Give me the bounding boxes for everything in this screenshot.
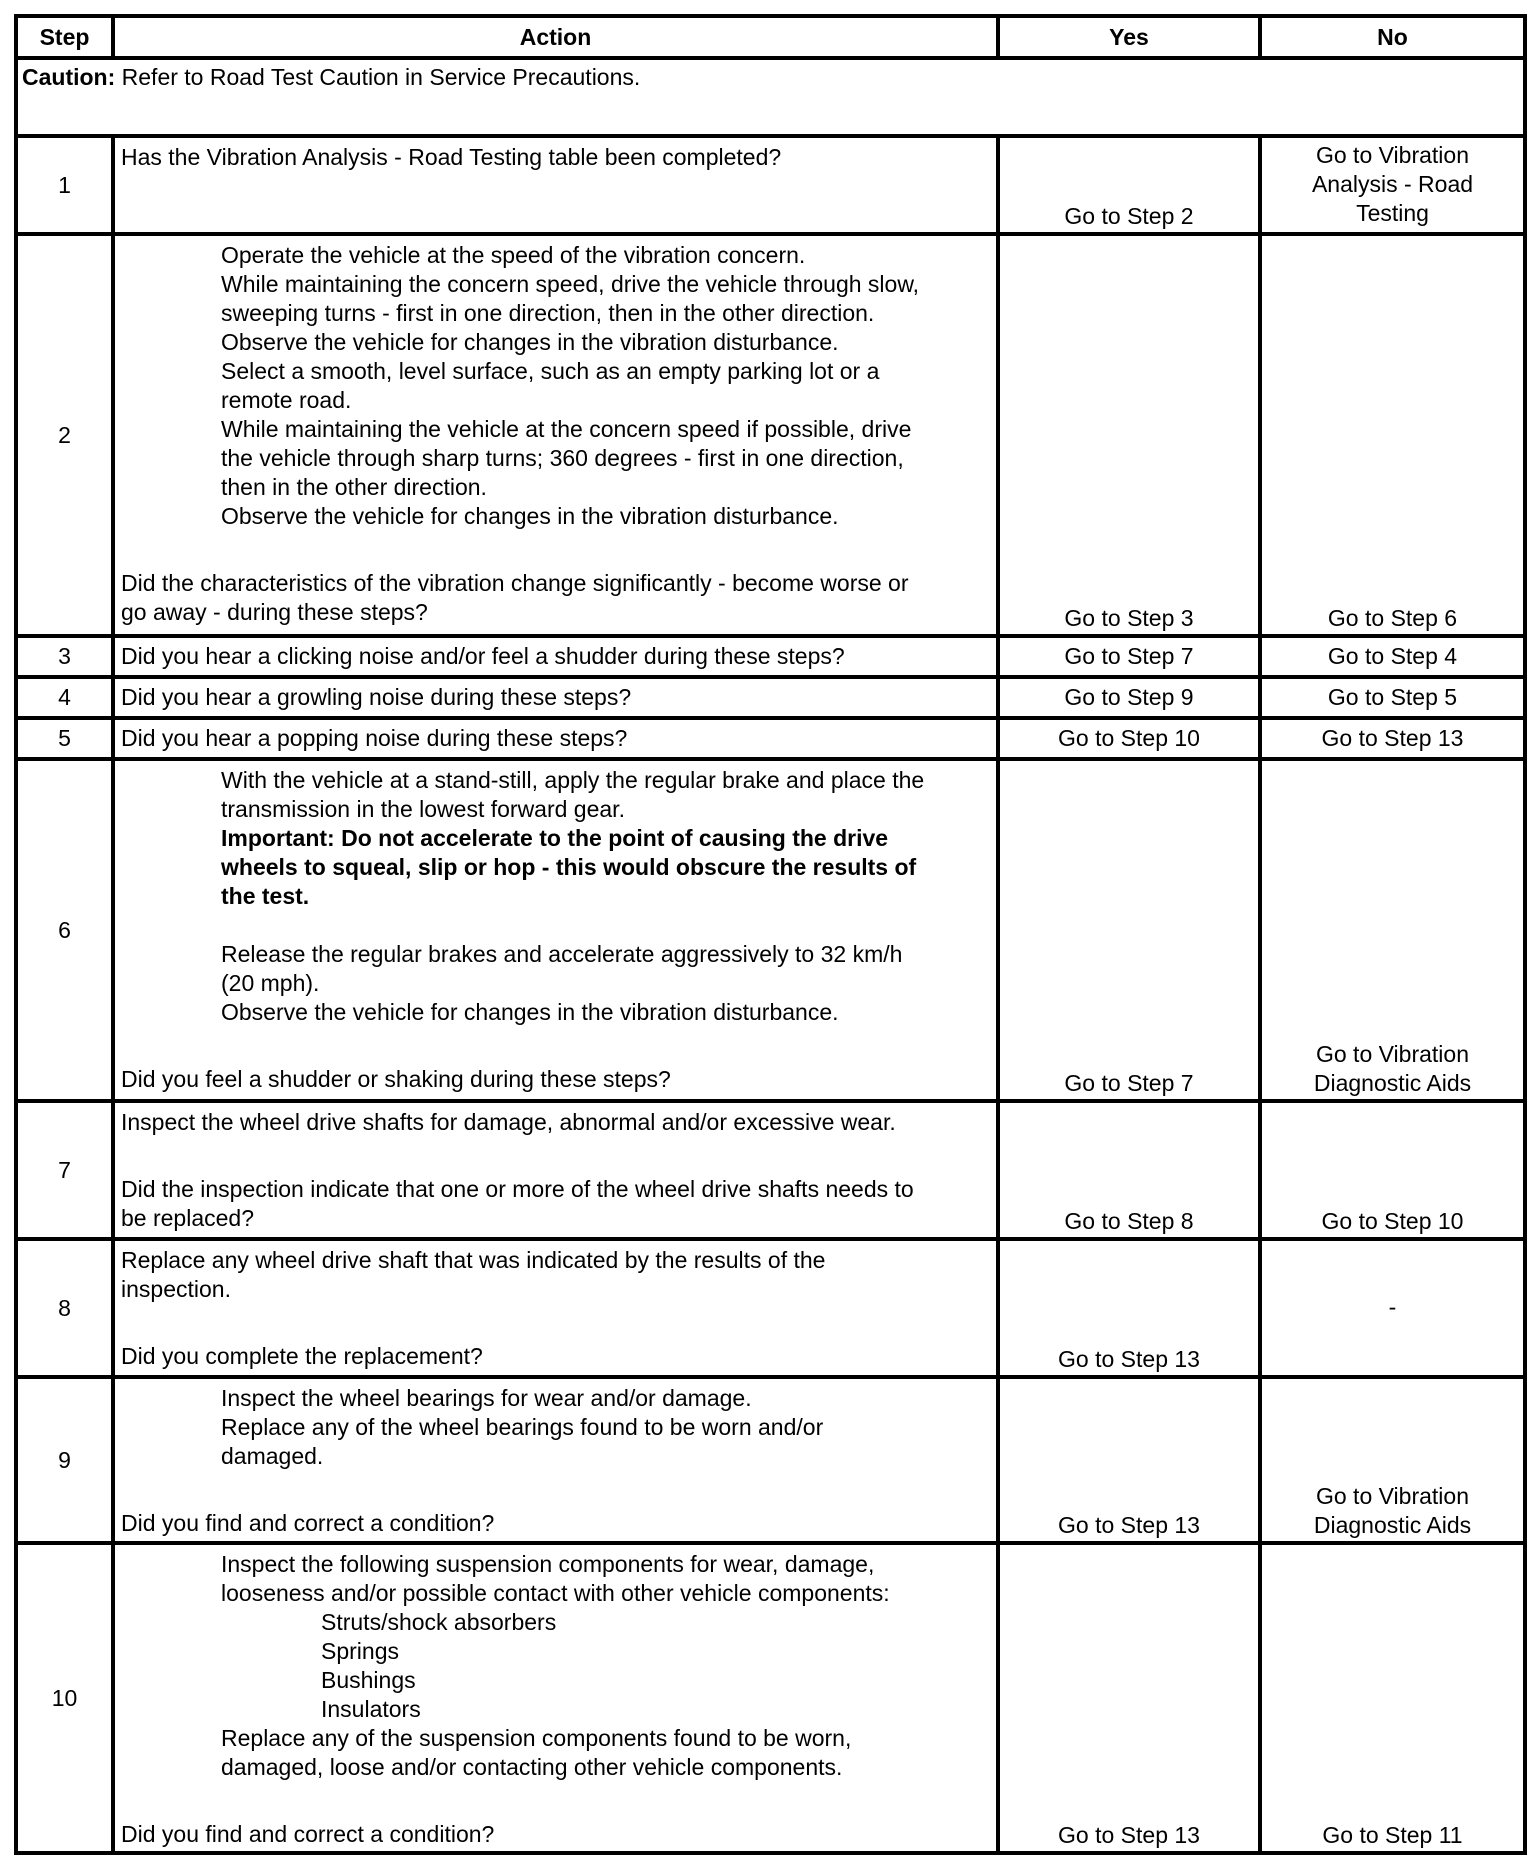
action-line: transmission in the lowest forward gear. bbox=[221, 796, 625, 822]
action-line: Replace any of the wheel bearings found to be worn and/or bbox=[221, 1414, 824, 1440]
table-row bbox=[16, 234, 1525, 636]
no-line: Go to Vibration bbox=[1315, 1041, 1469, 1067]
no-cell: Go to Step 10 bbox=[1260, 1101, 1525, 1239]
action-line: (20 mph). bbox=[221, 970, 320, 996]
action-line: Did the inspection indicate that one or more of the wheel drive shafts needs to bbox=[121, 1176, 914, 1202]
no-line: Analysis - Road bbox=[1311, 171, 1474, 197]
caution-label: Caution: bbox=[22, 64, 116, 90]
action-line: then in the other direction. bbox=[221, 474, 487, 500]
action-cell bbox=[113, 1377, 998, 1543]
step-number: 8 bbox=[16, 1239, 113, 1377]
header-row bbox=[16, 16, 1525, 58]
yes-cell: Go to Step 2 bbox=[998, 136, 1260, 234]
table-row bbox=[16, 759, 1525, 1101]
action-cell bbox=[113, 136, 998, 234]
action-line: Did the characteristics of the vibration change significantly - become worse or bbox=[121, 570, 909, 596]
action-line: Did you feel a shudder or shaking during these steps? bbox=[121, 1066, 671, 1092]
action-cell bbox=[113, 1101, 998, 1239]
step-number: 4 bbox=[16, 677, 113, 718]
component-item: Springs bbox=[321, 1638, 399, 1664]
table-row bbox=[16, 136, 1525, 234]
header-yes: Yes bbox=[998, 16, 1260, 58]
step-number: 1 bbox=[16, 136, 113, 234]
action-line: Inspect the wheel drive shafts for damage, abnormal and/or excessive wear. bbox=[121, 1109, 896, 1135]
step-number: 3 bbox=[16, 636, 113, 677]
component-item: Bushings bbox=[321, 1667, 416, 1693]
action-line: While maintaining the concern speed, drive the vehicle through slow, bbox=[221, 271, 920, 297]
action-line: damaged, loose and/or contacting other vehicle components. bbox=[221, 1754, 843, 1780]
yes-cell: Go to Step 7 bbox=[998, 636, 1260, 677]
table-row bbox=[16, 677, 1525, 718]
action-line: Observe the vehicle for changes in the vibration disturbance. bbox=[221, 329, 839, 355]
no-cell bbox=[1260, 136, 1525, 234]
action-line: Did you hear a clicking noise and/or feel a shudder during these steps? bbox=[121, 643, 845, 669]
action-line: Did you hear a growling noise during these steps? bbox=[121, 684, 632, 710]
action-cell bbox=[113, 718, 998, 759]
yes-cell: Go to Step 8 bbox=[998, 1101, 1260, 1239]
action-line: Release the regular brakes and accelerate aggressively to 32 km/h bbox=[221, 941, 903, 967]
action-line: Has the Vibration Analysis - Road Testing table been completed? bbox=[121, 144, 782, 170]
yes-cell: Go to Step 3 bbox=[998, 234, 1260, 636]
action-line: the vehicle through sharp turns; 360 degrees - first in one direction, bbox=[221, 445, 904, 471]
step-number: 6 bbox=[16, 759, 113, 1101]
action-cell bbox=[113, 759, 998, 1101]
no-cell: - bbox=[1260, 1239, 1525, 1377]
no-line: Diagnostic Aids bbox=[1313, 1512, 1472, 1538]
action-line: Observe the vehicle for changes in the vibration disturbance. bbox=[221, 999, 839, 1025]
no-cell: Go to Step 13 bbox=[1260, 718, 1525, 759]
action-line: Replace any of the suspension components found to be worn, bbox=[221, 1725, 852, 1751]
step-number: 10 bbox=[16, 1543, 113, 1853]
action-line: remote road. bbox=[221, 387, 352, 413]
important-note: the test. bbox=[221, 883, 310, 909]
action-line: Operate the vehicle at the speed of the vibration concern. bbox=[221, 242, 806, 268]
no-line: Diagnostic Aids bbox=[1313, 1070, 1472, 1096]
no-line: Go to Vibration bbox=[1315, 1483, 1469, 1509]
no-line: Testing bbox=[1356, 200, 1429, 226]
yes-cell: Go to Step 10 bbox=[998, 718, 1260, 759]
table-row bbox=[16, 1377, 1525, 1543]
header-no: No bbox=[1260, 16, 1525, 58]
no-cell: Go to Step 11 bbox=[1260, 1543, 1525, 1853]
action-cell bbox=[113, 677, 998, 718]
caution-row bbox=[16, 58, 1525, 136]
no-line: Go to Vibration bbox=[1315, 142, 1469, 168]
no-cell: Go to Step 4 bbox=[1260, 636, 1525, 677]
step-number: 2 bbox=[16, 234, 113, 636]
action-line: Select a smooth, level surface, such as an empty parking lot or a bbox=[221, 358, 880, 384]
header-action: Action bbox=[113, 16, 998, 58]
diagnostic-table bbox=[14, 14, 1527, 1855]
table-row bbox=[16, 1101, 1525, 1239]
header-step: Step bbox=[16, 16, 113, 58]
step-number: 9 bbox=[16, 1377, 113, 1543]
caution-cell bbox=[16, 58, 1525, 136]
table-row bbox=[16, 636, 1525, 677]
no-cell bbox=[1260, 1377, 1525, 1543]
step-number: 5 bbox=[16, 718, 113, 759]
yes-cell: Go to Step 7 bbox=[998, 759, 1260, 1101]
action-cell bbox=[113, 636, 998, 677]
action-line: Inspect the wheel bearings for wear and/or damage. bbox=[221, 1385, 752, 1411]
no-cell bbox=[1260, 759, 1525, 1101]
yes-cell: Go to Step 13 bbox=[998, 1377, 1260, 1543]
table-row bbox=[16, 718, 1525, 759]
action-line: Did you find and correct a condition? bbox=[121, 1510, 495, 1536]
action-line: Observe the vehicle for changes in the vibration disturbance. bbox=[221, 503, 839, 529]
action-line: While maintaining the vehicle at the concern speed if possible, drive bbox=[221, 416, 912, 442]
table-row bbox=[16, 1239, 1525, 1377]
action-cell bbox=[113, 1543, 998, 1853]
no-cell: Go to Step 6 bbox=[1260, 234, 1525, 636]
caution-text: Refer to Road Test Caution in Service Precautions. bbox=[115, 64, 641, 90]
action-line: inspection. bbox=[121, 1276, 231, 1302]
action-line: Did you hear a popping noise during these steps? bbox=[121, 725, 628, 751]
action-line: Replace any wheel drive shaft that was indicated by the results of the bbox=[121, 1247, 826, 1273]
component-item: Insulators bbox=[321, 1696, 421, 1722]
table-row bbox=[16, 1543, 1525, 1853]
action-line: Inspect the following suspension components for wear, damage, bbox=[221, 1551, 875, 1577]
action-line: damaged. bbox=[221, 1443, 324, 1469]
action-cell bbox=[113, 234, 998, 636]
action-line: looseness and/or possible contact with other vehicle components: bbox=[221, 1580, 890, 1606]
action-cell bbox=[113, 1239, 998, 1377]
important-note: Important: Do not accelerate to the point of causing the drive bbox=[221, 825, 889, 851]
no-cell: Go to Step 5 bbox=[1260, 677, 1525, 718]
yes-cell: Go to Step 13 bbox=[998, 1543, 1260, 1853]
component-item: Struts/shock absorbers bbox=[321, 1609, 557, 1635]
action-line: Did you find and correct a condition? bbox=[121, 1821, 495, 1847]
important-note: wheels to squeal, slip or hop - this would obscure the results of bbox=[221, 854, 917, 880]
action-line: be replaced? bbox=[121, 1205, 254, 1231]
action-line: Did you complete the replacement? bbox=[121, 1343, 483, 1369]
action-line: sweeping turns - first in one direction, then in the other direction. bbox=[221, 300, 875, 326]
yes-cell: Go to Step 9 bbox=[998, 677, 1260, 718]
step-number: 7 bbox=[16, 1101, 113, 1239]
action-line: go away - during these steps? bbox=[121, 599, 428, 625]
yes-cell: Go to Step 13 bbox=[998, 1239, 1260, 1377]
action-line: With the vehicle at a stand-still, apply the regular brake and place the bbox=[221, 767, 925, 793]
